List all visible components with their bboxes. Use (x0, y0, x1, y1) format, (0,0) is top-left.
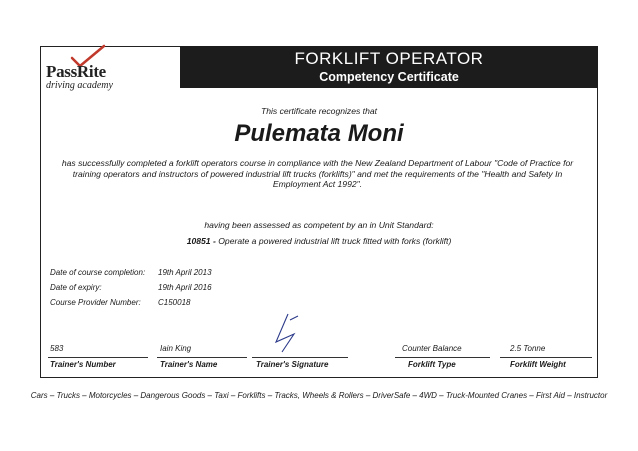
forklift-type-value: Counter Balance (402, 344, 462, 353)
header-title: FORKLIFT OPERATOR (294, 49, 484, 68)
provider-number-value: C150018 (158, 298, 191, 307)
signature-image (268, 312, 304, 354)
signature-line (252, 357, 348, 358)
assessed-text: having been assessed as competent by an in Unit Standard: (204, 220, 434, 230)
forklift-weight-value: 2.5 Tonne (510, 344, 546, 353)
unit-separator: - (210, 236, 219, 246)
forklift-type-label: Forklift Type (408, 360, 456, 369)
recipient-name: Pulemata Moni (234, 120, 404, 147)
logo-subtitle: driving academy (46, 80, 113, 91)
unit-standard (0, 236, 638, 246)
header-subtitle: Competency Certificate (319, 70, 459, 84)
unit-number: 10851 (186, 236, 211, 246)
forklift-weight-line (500, 357, 592, 358)
forklift-weight-label: Forklift Weight (510, 360, 566, 369)
trainer-number-label: Trainer's Number (50, 360, 116, 369)
header-bar (180, 46, 598, 88)
trainer-name-label: Trainer's Name (160, 360, 218, 369)
trainer-signature-label: Trainer's Signature (256, 360, 329, 369)
provider-number-label: Course Provider Number: (50, 298, 141, 307)
unit-description: Operate a powered industrial lift truck fitted with forks (forklift) (218, 236, 452, 246)
trainer-number-line (48, 357, 148, 358)
certificate-border (40, 46, 598, 378)
completion-date-label: Date of course completion: (50, 268, 146, 277)
body-text: has successfully completed a forklift operators course in compliance with the New Zealand Department of Labour "Code of Practice for training operators and instructors of powered industrial lift trucks (forklifts)" and met the requirements of the "Health and Safety In Employment Act 1992". (61, 158, 574, 189)
expiry-date-value: 19th April 2016 (158, 283, 212, 292)
expiry-date-label: Date of expiry: (50, 283, 102, 292)
courses-list: Cars – Trucks – Motorcycles – Dangerous Goods – Taxi – Forklifts – Tracks, Wheels & Rollers – DriverSafe – 4WD – Truck-Mounted Cranes – First Aid – Instructor (30, 391, 608, 400)
completion-date-value: 19th April 2013 (158, 268, 212, 277)
trainer-name-line (157, 357, 247, 358)
intro-text: This certificate recognizes that (260, 106, 378, 116)
forklift-type-line (395, 357, 490, 358)
trainer-name-value: Iain King (160, 344, 192, 353)
logo-name: PassRite (46, 62, 106, 81)
trainer-number-value: 583 (50, 344, 64, 353)
